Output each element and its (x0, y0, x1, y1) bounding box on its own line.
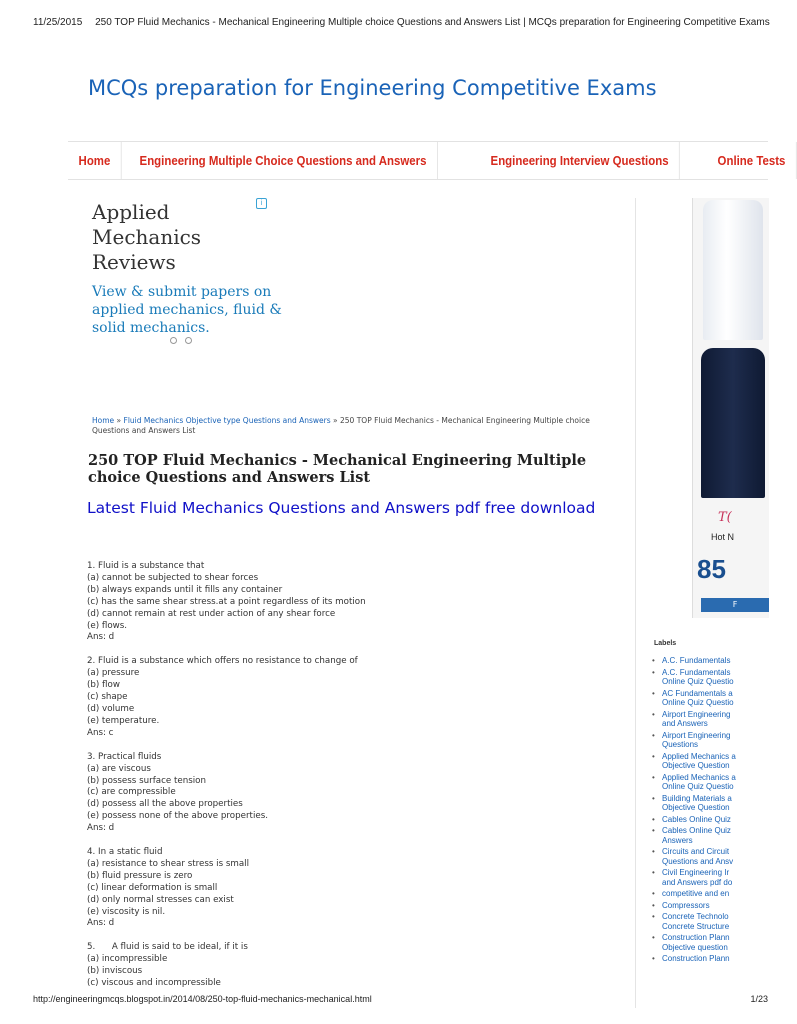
nav-item-engineering-mcq[interactable]: Engineering Multiple Choice Questions and Answers (129, 142, 438, 179)
adchoices-icon[interactable]: i (256, 198, 267, 209)
question-item: 3. Practical fluids (a) are viscous (b) possess surface tension (c) are compressible (d) possess all the above properties (e) possess none of the above properties. Ans: d (87, 751, 269, 834)
sidebar-shirt-advertisement[interactable] (692, 198, 769, 618)
ad-pager-dot[interactable] (170, 337, 177, 344)
text-advertisement[interactable] (92, 200, 282, 337)
question-item: 2. Fluid is a substance which offers no resistance to change of (a) pressure (b) flow (c) shape (d) volume (e) temperature. Ans: c (87, 656, 358, 738)
ad-text[interactable]: View & submit papers on applied mechanics, fluid & solid mechanics. (92, 284, 282, 336)
label-link[interactable]: • Compressors (652, 901, 768, 911)
breadcrumb (92, 416, 612, 436)
label-link[interactable]: • Concrete Technolo Concrete Structure (652, 912, 768, 931)
breadcrumb-separator: » (114, 416, 124, 425)
label-link[interactable]: • Applied Mechanics a Online Quiz Questio (652, 773, 768, 792)
print-date: 11/25/2015 (33, 17, 83, 28)
question-list (87, 561, 567, 1002)
label-link[interactable]: • A.C. Fundamentals (652, 656, 768, 666)
label-link[interactable]: • A.C. Fundamentals Online Quiz Questio (652, 668, 768, 687)
main-navbar (68, 141, 786, 180)
site-title[interactable]: MCQs preparation for Engineering Competitive Exams (88, 76, 657, 100)
ad-title[interactable]: Applied Mechanics Reviews (92, 200, 202, 274)
breadcrumb-current: 250 TOP Fluid Mechanics - Mechanical Engineering Multiple choice Questions and Answers List (92, 416, 590, 435)
question-item: 1. Fluid is a substance that (a) cannot be subjected to shear forces (b) always expands until it fills any container (c) has the same shear stress.at a point regardless of its motion (d) cannot remain at rest under action of any shear force (e) flows. Ans: d (87, 561, 366, 643)
label-link[interactable]: • Construction Plann (652, 954, 768, 964)
print-page-number: 1/23 (750, 994, 768, 1004)
print-footer (33, 994, 768, 1004)
print-header (33, 17, 768, 28)
print-url: http://engineeringmcqs.blogspot.in/2014/08/250-top-fluid-mechanics-mechanical.html (33, 994, 372, 1004)
label-link[interactable]: • Building Materials a Objective Question (652, 794, 768, 813)
breadcrumb-separator: » (330, 416, 341, 425)
label-link[interactable]: • Cables Online Quiz (652, 815, 768, 825)
ad-pager-dot[interactable] (185, 337, 192, 344)
label-link[interactable]: • AC Fundamentals a Online Quiz Questio (652, 689, 768, 708)
nav-item-online-tests[interactable]: Online Tests (707, 142, 797, 179)
ad-brand: T( (718, 510, 732, 525)
print-page-title: 250 TOP Fluid Mechanics - Mechanical Engineering Multiple choice Questions and Answers List | MCQs preparation for Engineering Competitive Exams (95, 17, 770, 28)
label-link[interactable]: • Airport Engineering Questions (652, 731, 768, 750)
label-link[interactable]: • Construction Plann Objective question (652, 933, 768, 952)
post-subheading: Latest Fluid Mechanics Questions and Answers pdf free download (87, 499, 596, 517)
post-title: 250 TOP Fluid Mechanics - Mechanical Engineering Multiple choice Questions and Answers List (88, 452, 587, 486)
label-link[interactable]: • competitive and en (652, 889, 768, 899)
ad-pager (170, 337, 192, 344)
white-shirt-image (703, 200, 763, 340)
label-link[interactable]: • Civil Engineering Ir and Answers pdf do (652, 868, 768, 887)
label-link[interactable]: • Cables Online Quiz Answers (652, 826, 768, 845)
nav-item-home[interactable]: Home (68, 142, 122, 179)
ad-cta-button[interactable]: F (701, 598, 769, 612)
sidebar-divider (635, 198, 636, 1008)
labels-heading: Labels (654, 640, 677, 647)
breadcrumb-home-link[interactable]: Home (92, 416, 115, 425)
nav-item-interview-questions[interactable]: Engineering Interview Questions (480, 142, 680, 179)
breadcrumb-category-link[interactable]: Fluid Mechanics Objective type Questions and Answers (123, 416, 331, 425)
dark-shirt-image (701, 348, 765, 498)
question-item: 4. In a static fluid (a) resistance to shear stress is small (b) fluid pressure is zero (c) linear deformation is small (d) only normal stresses can exist (e) viscosity is nil. Ans: d (87, 847, 250, 929)
label-link[interactable]: • Circuits and Circuit Questions and Ansv (652, 847, 768, 866)
labels-list (652, 656, 768, 966)
ad-hot-label: Hot N (711, 532, 735, 542)
label-link[interactable]: • Airport Engineering and Answers (652, 710, 768, 729)
ad-price: 85 (697, 554, 726, 584)
question-item: 5. A fluid is said to be ideal, if it is (a) incompressible (b) inviscous (c) viscous and incompressible (87, 942, 248, 989)
label-link[interactable]: • Applied Mechanics a Objective Question (652, 752, 768, 771)
